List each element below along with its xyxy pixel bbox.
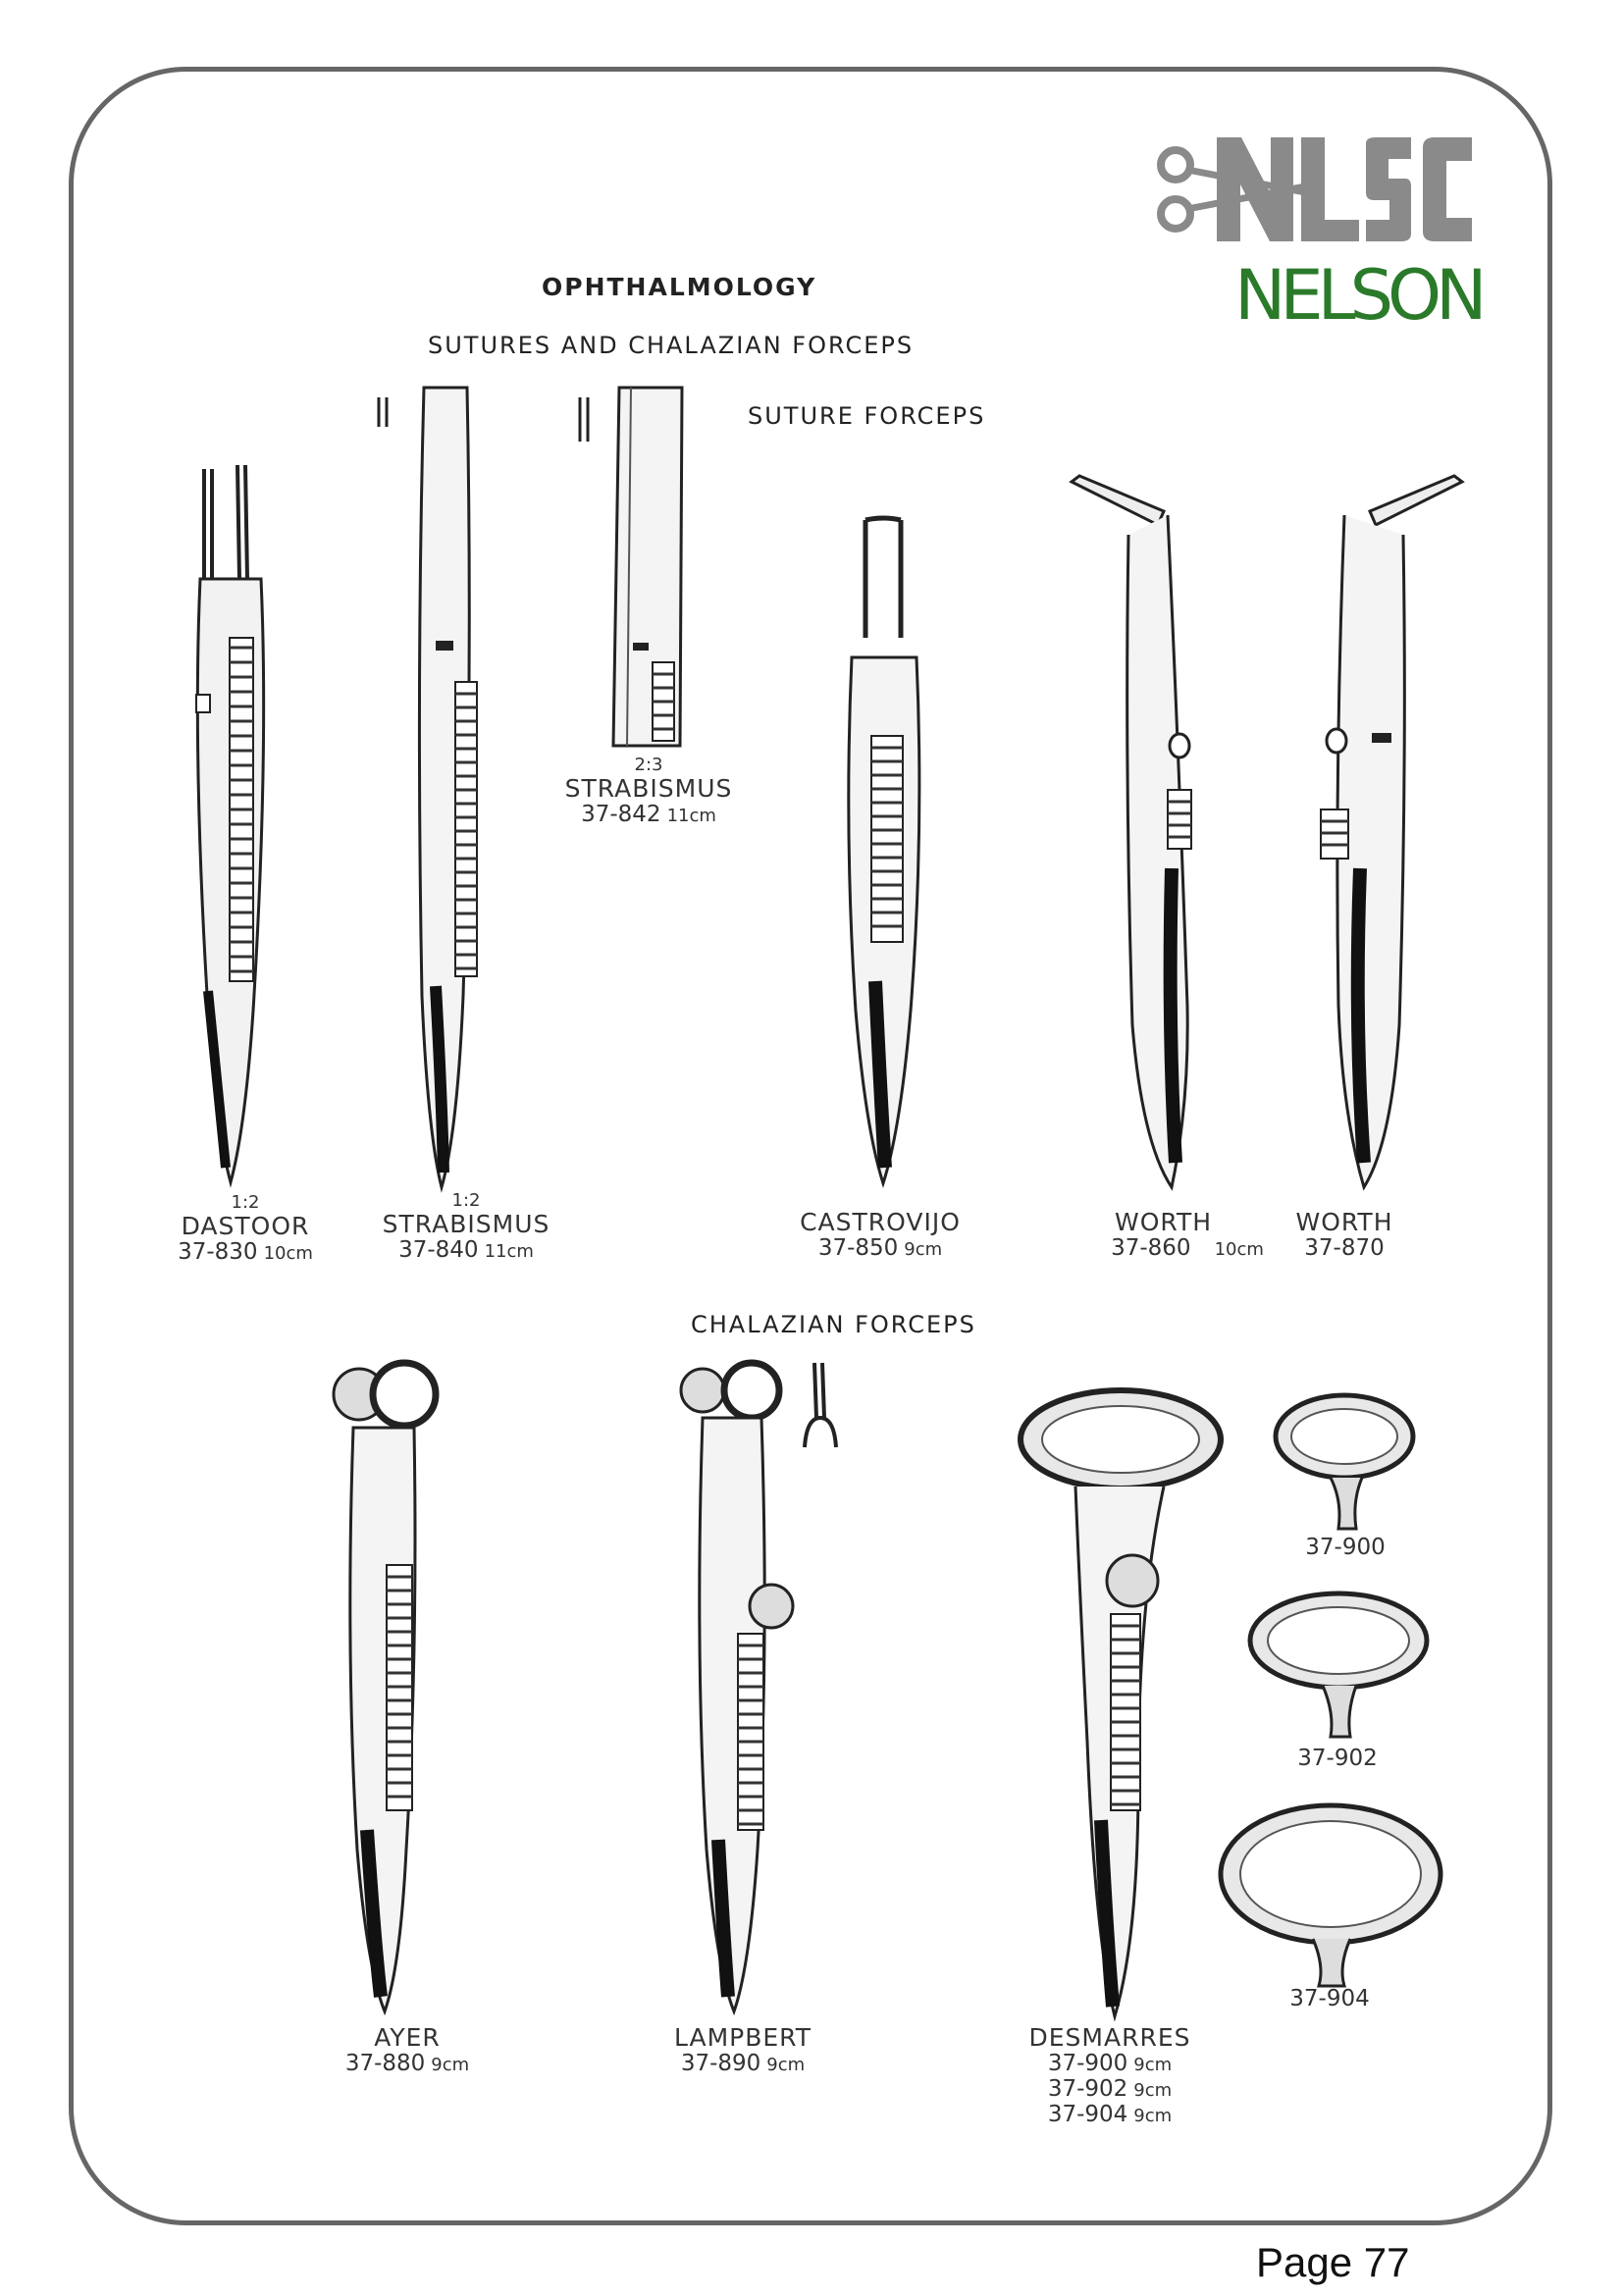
- product-code: 37-904 9cm: [1047, 2101, 1173, 2127]
- product-name: DESMARRES: [1028, 2023, 1191, 2052]
- section-title: OPHTHALMOLOGY: [542, 273, 817, 301]
- ratio-text: 1:2: [231, 1192, 260, 1213]
- cup-904-illustration: [1219, 1801, 1444, 1988]
- product-code: 37-902 9cm: [1047, 2075, 1173, 2102]
- product-name: DASTOOR: [181, 1212, 310, 1241]
- product-label-ayer: [314, 2024, 500, 2077]
- nlsc-logo-mark: [1148, 126, 1482, 253]
- desmarres-forceps-illustration: [1017, 1388, 1232, 2021]
- castrovijo-forceps-illustration: [836, 520, 934, 1187]
- subtitle: SUTURES AND CHALAZIAN FORCEPS: [428, 332, 915, 359]
- worth-870-forceps-illustration: [1285, 476, 1472, 1192]
- product-label-dastoor: [157, 1193, 334, 1266]
- product-code: 37-880 9cm: [344, 2051, 470, 2076]
- product-name: WORTH: [1295, 1208, 1393, 1236]
- brand-logo: [1148, 126, 1482, 336]
- page-number: Page 77: [1256, 2239, 1410, 2285]
- product-label-strabismus-842: [555, 756, 742, 828]
- product-name: STRABISMUS: [564, 774, 733, 804]
- product-code: 37-860 10cm: [1111, 1235, 1264, 1261]
- cup-900-illustration: [1274, 1393, 1421, 1531]
- nelson-wordmark: NELSON: [1234, 255, 1482, 336]
- product-code: 37-842 11cm: [581, 802, 716, 828]
- strabismus-842-forceps-illustration: [574, 388, 692, 751]
- chalazian-forceps-heading: CHALAZIAN FORCEPS: [691, 1311, 976, 1338]
- product-label-desmarres: [1017, 2024, 1203, 2127]
- ayer-forceps-illustration: [324, 1359, 451, 2016]
- cup-902-illustration: [1248, 1592, 1435, 1739]
- product-name: WORTH: [1115, 1208, 1213, 1236]
- dastoor-forceps-illustration: [186, 461, 275, 1187]
- product-label-castrovijo: [787, 1209, 973, 1262]
- lampbert-forceps-illustration: [677, 1359, 854, 2016]
- ratio-text: 1:2: [451, 1190, 481, 1211]
- worth-860-forceps-illustration: [1070, 476, 1246, 1192]
- strabismus-840-forceps-illustration: [373, 388, 510, 1192]
- product-code: 37-890 9cm: [680, 2051, 806, 2076]
- product-label-worth-870: [1285, 1209, 1403, 1262]
- product-code: 37-870: [1304, 1235, 1385, 1261]
- product-name: AYER: [374, 2023, 441, 2052]
- product-code: 37-900 9cm: [1047, 2051, 1173, 2076]
- product-code: 37-830 10cm: [178, 1239, 313, 1266]
- product-code: 37-840 11cm: [398, 1237, 534, 1264]
- product-code: 37-850 9cm: [817, 1235, 943, 1261]
- cup-label-902: 37-902: [1297, 1746, 1378, 1771]
- product-label-worth-860: [1089, 1209, 1285, 1262]
- ratio-text: 2:3: [634, 755, 663, 775]
- product-name: CASTROVIJO: [800, 1208, 961, 1236]
- product-label-strabismus-840: [373, 1191, 559, 1264]
- cup-label-900: 37-900: [1305, 1535, 1386, 1560]
- product-label-lampbert: [650, 2024, 836, 2077]
- cup-label-904: 37-904: [1289, 1986, 1370, 2011]
- product-name: STRABISMUS: [382, 1210, 550, 1239]
- product-name: LAMPBERT: [673, 2023, 812, 2052]
- suture-forceps-heading: SUTURE FORCEPS: [748, 402, 986, 430]
